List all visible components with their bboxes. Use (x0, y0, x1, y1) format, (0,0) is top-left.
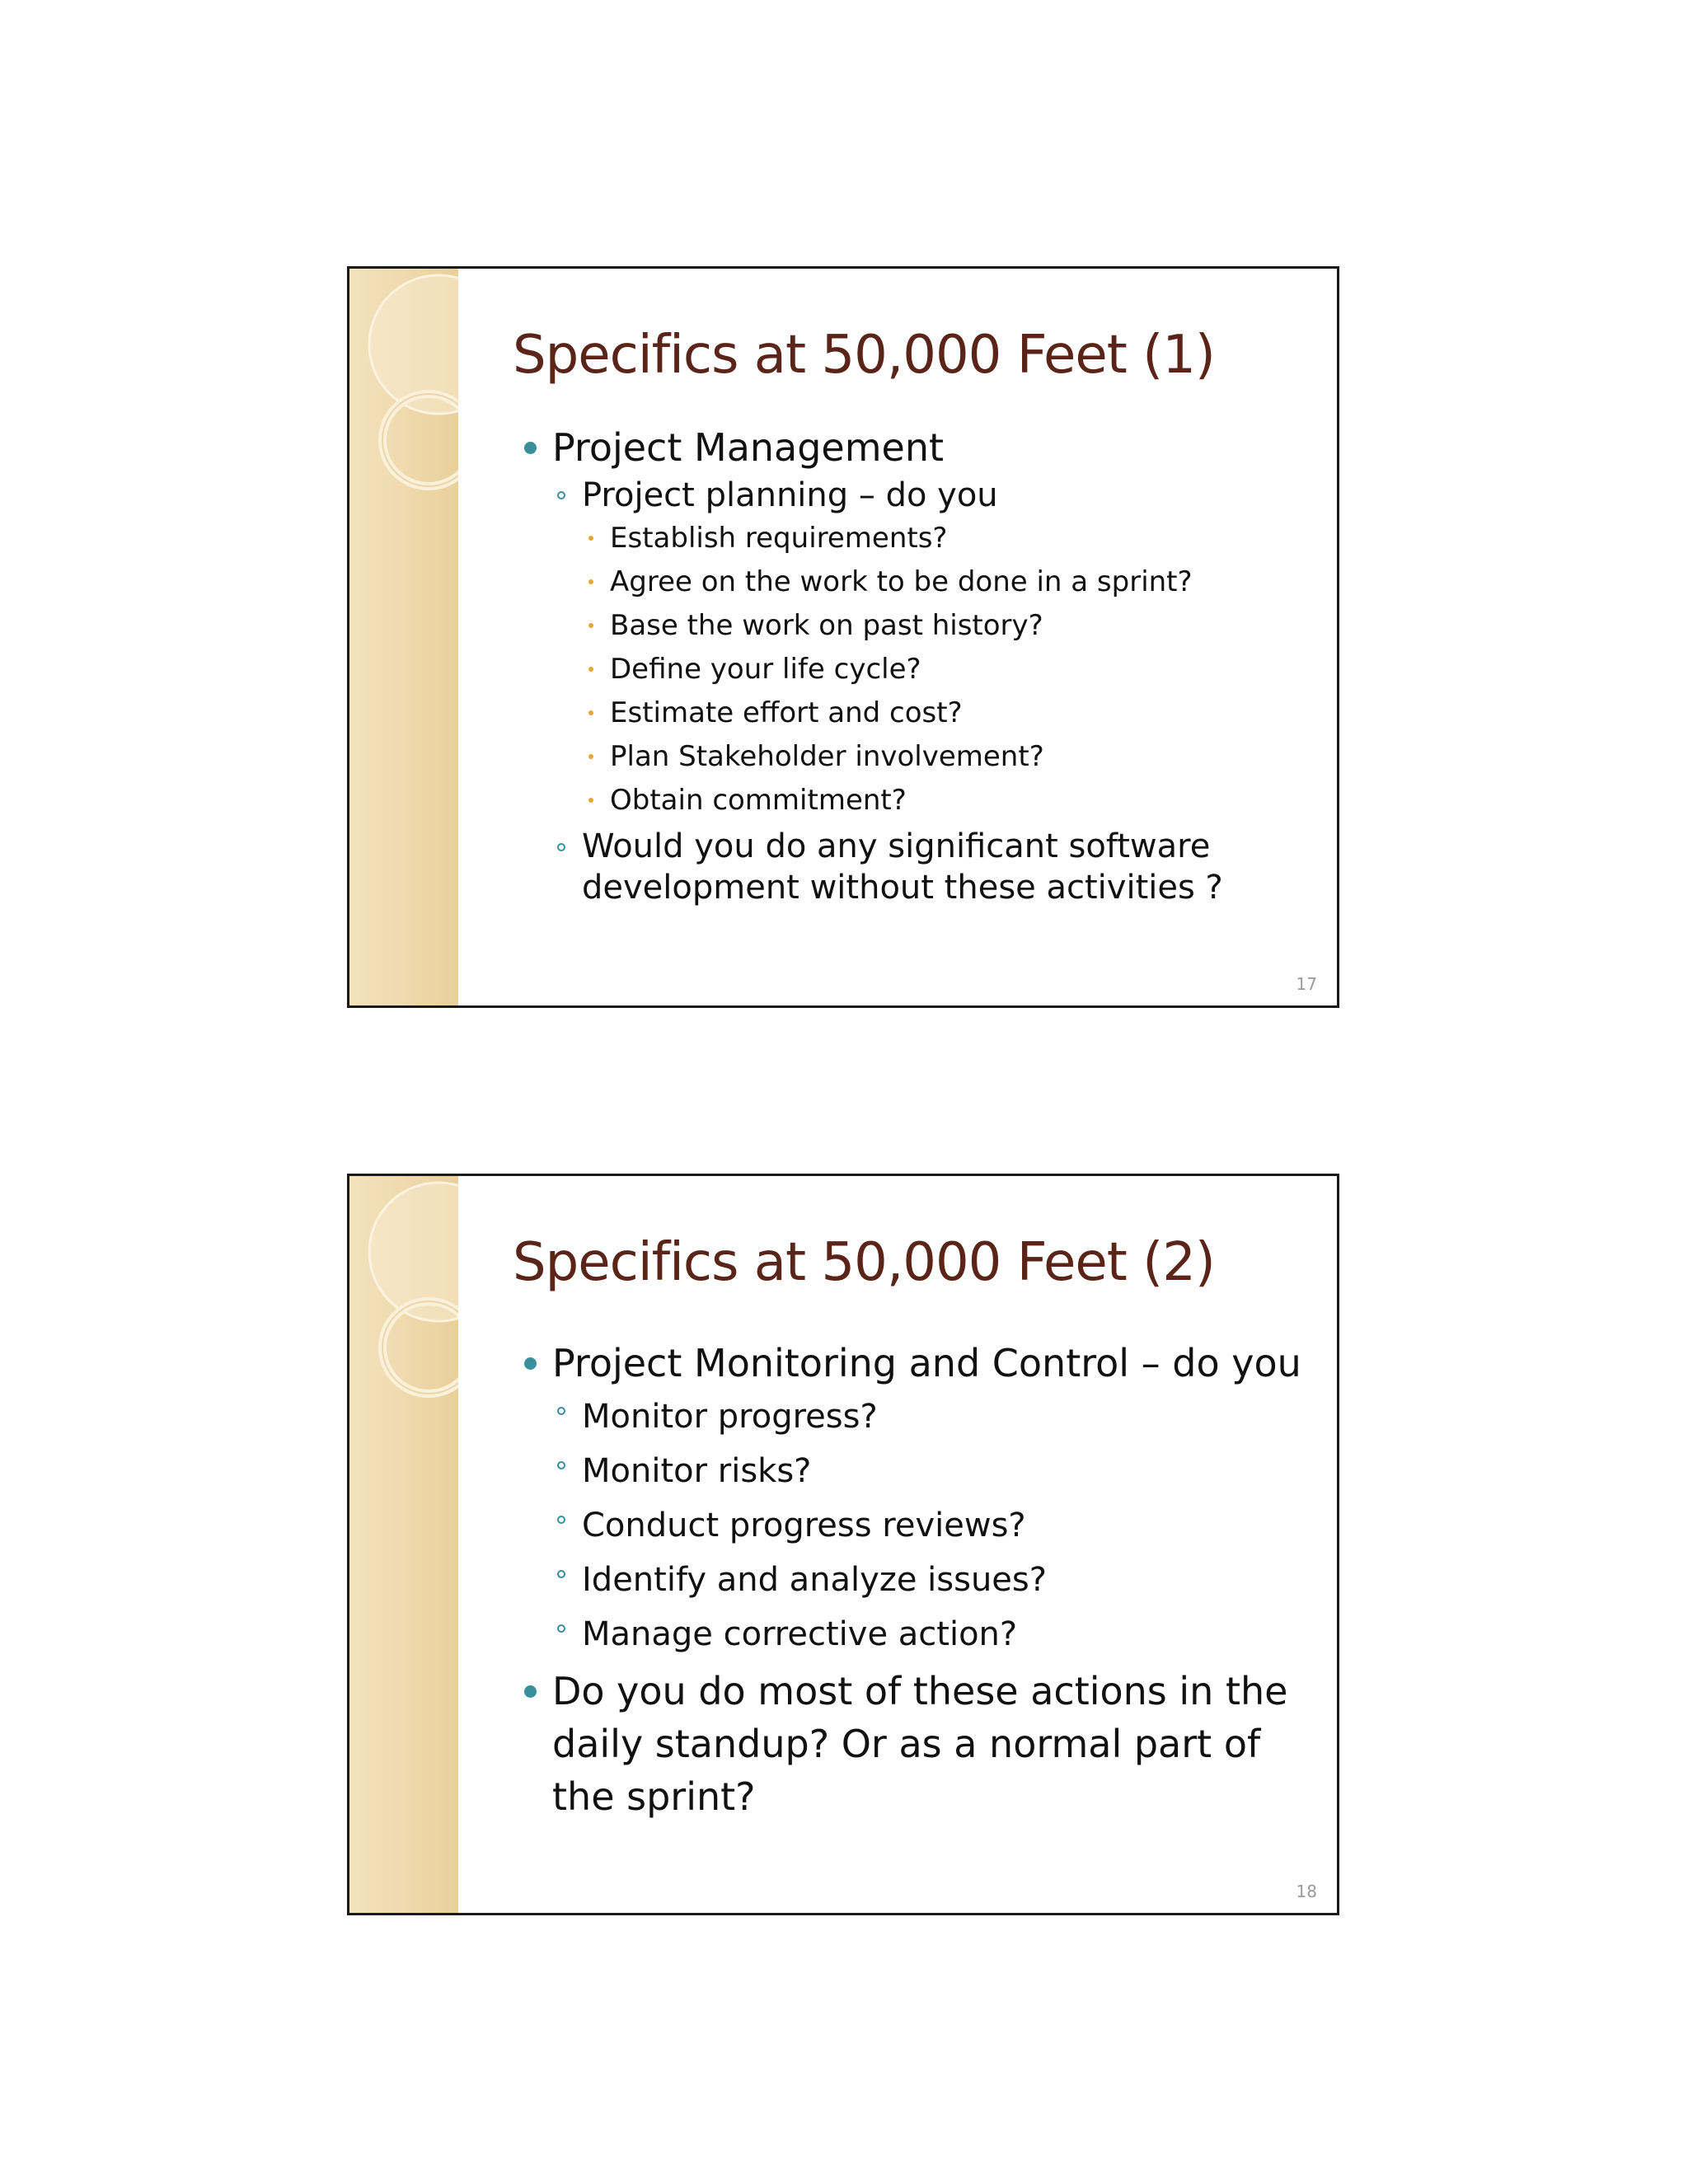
bullet-ring-icon (557, 1461, 565, 1469)
list-item: Define your life cycle? (513, 648, 1304, 691)
list-item: Monitor risks? (513, 1444, 1304, 1498)
page-number: 18 (1296, 1882, 1317, 1901)
bullet-ring-icon (557, 843, 565, 851)
slide-18 (347, 1174, 1339, 1915)
bullet-ring-icon (557, 1516, 565, 1524)
slide-sidebar-decoration (349, 1176, 458, 1913)
list-item: Base the work on past history? (513, 604, 1304, 648)
list-item: Agree on the work to be done in a sprint? (513, 560, 1304, 604)
bullet-ring-icon (557, 1624, 565, 1633)
bullet-would-you: Would you do any significant software development without these activities ? (513, 826, 1304, 908)
bullet-dot-icon (524, 442, 537, 454)
page-number: 17 (1296, 974, 1317, 994)
slide-17 (347, 266, 1339, 1008)
bullet-ring-icon (557, 1407, 565, 1415)
slide-title: Specifics at 50,000 Feet (1) (513, 325, 1215, 386)
bullet-dot-icon (524, 1357, 537, 1370)
decorative-circles-icon (349, 1176, 458, 1423)
bullet-small-dot-icon (588, 667, 593, 672)
list-item: Plan Stakeholder involvement? (513, 735, 1304, 779)
bullet-small-dot-icon (588, 710, 593, 715)
bullet-project-planning: Project planning – do you (513, 474, 1304, 517)
list-item: Identify and analyze issues? (513, 1553, 1304, 1607)
bullet-small-dot-icon (588, 754, 593, 759)
bullet-list (513, 421, 1304, 908)
decorative-circles-icon (349, 269, 458, 516)
slide-sidebar-decoration (349, 269, 458, 1005)
bullet-list (513, 1337, 1304, 1823)
slide-content (513, 269, 1304, 1005)
bullet-ring-icon (557, 491, 565, 499)
slide-content (513, 1176, 1304, 1913)
list-item: Establish requirements? (513, 517, 1304, 560)
bullet-ring-icon (557, 1570, 565, 1578)
bullet-small-dot-icon (588, 536, 593, 541)
list-item: Conduct progress reviews? (513, 1498, 1304, 1553)
bullet-project-management: Project Management (513, 421, 1304, 474)
list-item: Manage corrective action? (513, 1607, 1304, 1661)
bullet-small-dot-icon (588, 623, 593, 628)
bullet-project-monitoring: Project Monitoring and Control – do you (513, 1337, 1304, 1390)
bullet-daily-standup: Do you do most of these actions in the daily standup? Or as a normal part of the sprint? (513, 1665, 1304, 1823)
slide-title: Specifics at 50,000 Feet (2) (513, 1232, 1215, 1293)
list-item: Monitor progress? (513, 1390, 1304, 1444)
list-item: Estimate effort and cost? (513, 691, 1304, 735)
bullet-small-dot-icon (588, 579, 593, 584)
bullet-small-dot-icon (588, 798, 593, 803)
list-item: Obtain commitment? (513, 779, 1304, 823)
bullet-dot-icon (524, 1685, 537, 1698)
